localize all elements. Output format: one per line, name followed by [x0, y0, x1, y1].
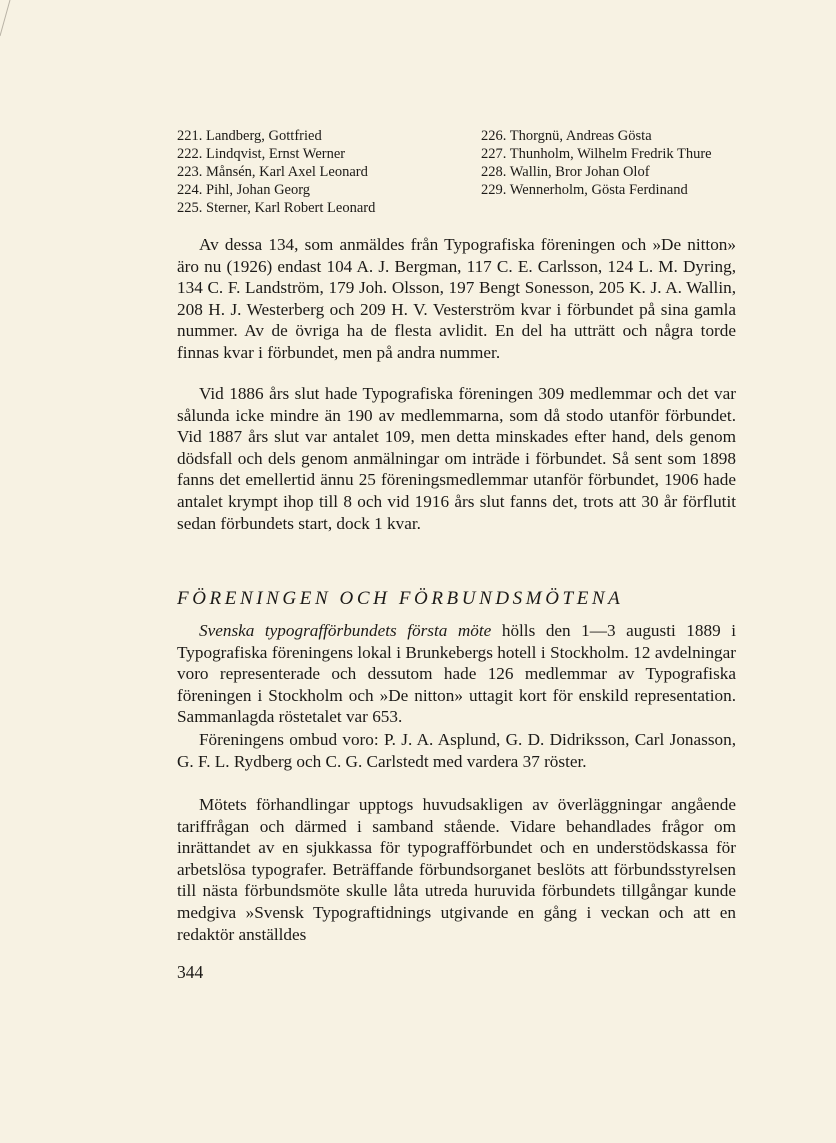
list-item: 228. Wallin, Bror Johan Olof — [481, 164, 650, 180]
list-item: 225. Sterner, Karl Robert Leonard — [177, 200, 376, 216]
paragraph-text — [177, 620, 736, 728]
paragraph-proceedings — [177, 794, 736, 945]
list-item: 224. Pihl, Johan Georg — [177, 182, 311, 198]
page-number: 344 — [177, 962, 204, 982]
list-item: 229. Wennerholm, Gösta Ferdinand — [481, 182, 688, 198]
paragraph-rest: hölls den 1—3 augusti 1889 i Typografiska föreningens lokal i Brunkebergs hotell i Stockholm. 12 avdelningar voro representerade och dessutom hade 126 medlemmar av Typografiska föreningen i Stockholm och »De nitton» uttagit kort för enskild representation. Sammanlagda röstetalet var 653. — [177, 621, 736, 727]
list-item: 222. Lindqvist, Ernst Werner — [177, 146, 346, 162]
paragraph-text: Vid 1886 års slut hade Typografiska föreningen 309 medlemmar och det var sålunda icke mindre än 190 av medlemmarna, som då stodo utanför förbundet. Vid 1887 års slut var antalet 109, men detta minskades efter hand, dels genom dödsfall och dels genom anmälningar om inträde i förbundet. Så sent som 1898 fanns det emellertid ännu 25 föreningsmedlemmar utanför förbundet, 1906 hade antalet krympt ihop till 8 och vid 1916 års slut fanns det, trots att 30 år förflutit sedan förbundets start, dock 1 kvar. — [177, 384, 736, 533]
name-list-left-column — [177, 127, 375, 217]
paragraph-membership-1886 — [177, 383, 736, 534]
paragraph-delegates — [177, 729, 736, 772]
list-item: 221. Landberg, Gottfried — [177, 128, 322, 144]
paragraph-remaining-members — [177, 234, 736, 364]
section-heading: FÖRENINGEN OCH FÖRBUNDSMÖTENA — [177, 588, 624, 609]
paragraph-text: Föreningens ombud voro: P. J. A. Asplund, G. D. Didriksson, Carl Jonasson, G. F. L. Rydberg och C. G. Carlstedt med vardera 37 röster. — [177, 730, 736, 771]
paragraph-first-meeting — [177, 620, 736, 728]
corner-fold-mark — [0, 0, 40, 40]
list-item: 227. Thunholm, Wilhelm Fredrik Thure — [481, 146, 712, 162]
paragraph-text: Av dessa 134, som anmäldes från Typografiska föreningen och »De nitton» äro nu (1926) endast 104 A. J. Bergman, 117 C. E. Carlsson, 124 L. M. Dyring, 134 C. F. Landström, 179 Joh. Olsson, 197 Bengt Sonesson, 205 K. J. A. Wallin, 208 H. J. Westerberg och 209 H. V. Vesterström kvar i förbundet på sina gamla nummer. Av de övriga ha de flesta avlidit. En del ha utträtt och några torde finnas kvar i förbundet, men på andra nummer. — [177, 235, 736, 362]
list-item: 226. Thorgnü, Andreas Gösta — [481, 128, 652, 144]
name-list-right-column — [481, 127, 712, 199]
italic-lead-phrase: Svenska typografförbundets första möte — [199, 621, 492, 640]
list-item: 223. Månsén, Karl Axel Leonard — [177, 164, 368, 180]
paragraph-text: Mötets förhandlingar upptogs huvudsakligen av överläggningar angående tariffrågan och därmed i samband stående. Vidare behandlades frågor om inrättandet av en sjukkassa för typografförbundet och en understödskassa för arbetslösa typografer. Beträffande förbundsorganet beslöts att förbundsstyrelsen till nästa förbundsmöte skulle låta utreda huruvida förbundets tillgångar kunde medgiva »Svensk Typograftidnings utgivande en gång i veckan och att en redaktör anställdes — [177, 795, 736, 944]
